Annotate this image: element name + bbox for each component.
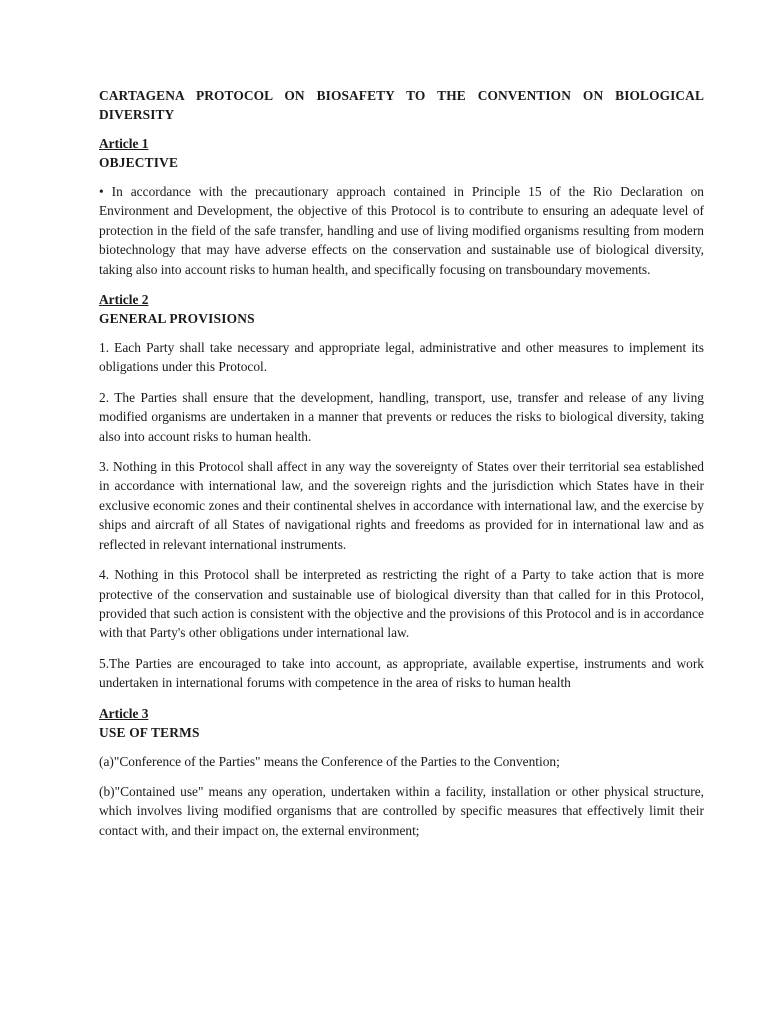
article-number: Article 3: [99, 705, 149, 721]
paragraph: • In accordance with the precautionary approach contained in Principle 15 of the Rio Declaration on Environment and Development, the objective of this Protocol is to contribute to ensuring an adequate level of protection in the field of the safe transfer, handling and use of living modified organisms resulting from modern biotechnology that may have adverse effects on the conservation and sustainable use of biological diversity, taking also into account risks to human health, and specifically focusing on transboundary movements.: [99, 184, 704, 277]
article-heading: OBJECTIVE: [99, 155, 179, 170]
article-heading: USE OF TERMS: [99, 724, 200, 740]
article-number: Article 2: [99, 292, 149, 308]
paragraph: 3. Nothing in this Protocol shall affect in any way the sovereignty of States over their territorial sea established in accordance with international law, and the sovereign rights and the jurisdiction which States have in their exclusive economic zones and their continental shelves in accordance with international law, and the exercise by ships and aircraft of all States of navigational rights and freedoms as provided for in international law and as reflected in relevant international instruments.: [99, 459, 704, 552]
paragraph: (a)"Conference of the Parties" means the Conference of the Parties to the Convention;: [99, 753, 560, 769]
paragraph: 4. Nothing in this Protocol shall be interpreted as restricting the right of a Party to take action that is more protective of the conservation and sustainable use of biological diversity than that called for in this Protocol, provided that such action is consistent with the objective and the provisions of this Protocol and is in accordance with that Party's other obligations under international law.: [99, 567, 704, 641]
article-1: [99, 134, 704, 279]
article-2: [99, 290, 704, 693]
paragraph: (b)"Contained use" means any operation, undertaken within a facility, installation or other physical structure, which involves living modified organisms that are controlled by specific measures that effectively limit their contact with, and their impact on, the external environment;: [99, 783, 704, 838]
article-heading: GENERAL PROVISIONS: [99, 311, 255, 327]
article-number: Article 1: [99, 136, 149, 151]
paragraph: 2. The Parties shall ensure that the development, handling, transport, use, transfer and release of any living modified organisms are undertaken in a manner that prevents or reduces the risks to biological diversity, taking also into account risks to human health.: [99, 389, 704, 444]
document-page: [99, 86, 704, 851]
paragraph: 5.The Parties are encouraged to take into account, as appropriate, available expertise, instruments and work undertaken in international forums with competence in the area of risks to human health: [99, 655, 704, 691]
paragraph: 1. Each Party shall take necessary and appropriate legal, administrative and other measures to implement its obligations under this Protocol.: [99, 340, 704, 375]
document-title: CARTAGENA PROTOCOL ON BIOSAFETY TO THE CONVENTION ON BIOLOGICAL DIVERSITY: [99, 88, 704, 122]
article-3: [99, 704, 704, 841]
